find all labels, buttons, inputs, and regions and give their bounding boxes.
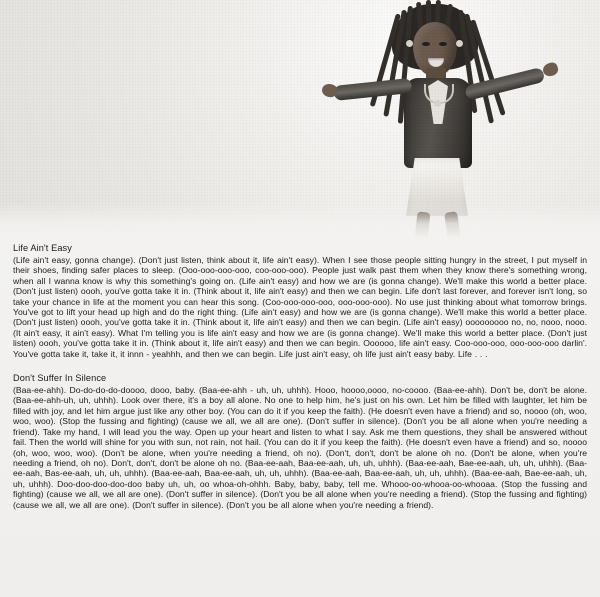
song-life-aint-easy xyxy=(13,242,587,359)
photo-fade xyxy=(0,202,600,238)
song-title: Don't Suffer In Silence xyxy=(13,373,107,384)
artist-photo xyxy=(0,0,600,238)
lyrics-section xyxy=(0,238,600,510)
song-lyrics: (Baa-ee-ahh). Do-do-do-do-doooo, dooo, baby. (Baa-ee-ahh - uh, uh, uhhh). Hooo, hoooo,oooo, no-coooo. (Baa-ee-ahh). Don't be, don't be alone. (Baa-ee-ahh-uh, uh, uhhh). Look over there, it's a boy all alone. No one to help him, he's just on his own. Let him be filled with laughter, let him be filled with joy, and let him argue just like any other boy. (You can do it if you keep the faith). (He doesn't even have a friend) and so, noooo (oh, woo, woo, woo). (Stop the fussing and fighting) (cause we all, we all are one). (Don't suffer in silence). (Don't you be all alone when you're needing a friend). Take my hand, I will lead you the way. Open up your heart and listen to what I say. Ask me them questions, they shall be answered without fail. Then the world will shine for you with sun, not rain, not hail. (You can do it if you keep the faith). (He doesn't even have a friend) and so, noooo (oh, woo, woo, woo). (Don't be alone, when you're needing a friend, oh no). (Don't, don't, don't be alone oh no. (Don't be alone, when you're needing a friend, oh no). Don't, don't, don't be alone oh no. (Baa-ee-aah, Baa-ee-aah, uh, uh, uhhh). (Baa-ee-aah, Bae-ee-aah, uh, uh, uhhh). (Baa-ee-aah, Bas-ee-aah, uh, uh, uhhh). (Baa-ee-aah, Baa-ee-aah, uh, uh, uhhh). (Baa-ee-aah, Baa-ee-aah, uh, uh, uhhh). (Baa-ee-aah, Bae-ee-aah, uh, uh, uhhh). Doo-doo-doo-doo-doo baby uh, uh, oo whoa-oh-ohhh. Baby, baby, baby, tell me. Whooo-oo-whooa-oo-whooaa. (Stop the fussing and fighting) (cause we all, we all are one). (Don't suffer in silence). (Don't you be all alone when you're needing a friend). (Stop the fussing and fighting) (cause we all, we all are one). (Don't suffer in silence). (Don't you be all alone when you're needing a friend). xyxy=(13,385,587,510)
song-dont-suffer-in-silence xyxy=(13,372,587,510)
song-lyrics: (Life ain't easy, gonna change). (Don't just listen, think about it, life ain't easy). When I see those people sitting hungry in the street, I put myself in their shoes, finding safer places to sleep. (Ooo-ooo-ooo-ooo, coo-ooo-ooo). People just walk past them when they know there's something wrong, when all I wanna know is why this something's going on. (Life ain't easy) and how we are (is gonna change). We'll make this world a better place. (Don't just listen) oooh, you've gotta take it in. (Think about it, life ain't easy) and then we can begin. Life don't last forever, and forever isn't long, so take your chance in life at the moment you can hear this song. (Coo-ooo-ooo-ooo, ooo-ooo-ooo). No use just thinking about what tomorrow brings. You've got to lift your head up high and do the right thing. (Life ain't easy) and how we are (is gonna change). We'll make this world a better place. (Don't just listen) oooh, you've gotta take it in. (Think about it, life ain't easy) and then we can begin. (Life ain't easy) ooooooooo no, no, nooo, nooo. (It ain't easy, it ain't easy). What I'm telling you is life ain't easy and how we are (is gonna change). We'll make this world a better place. (Don't just listen) oooh, you've gotta take it in. (Think about it, life ain't easy) and then we can begin. Oooooo, life ain't easy. Coo-ooo-ooo, ooo-ooo-ooo darlin'. You've gotta take it, take it, it innn - yeahhh, and then we can begin. Life just ain't easy, oh life just ain't easy baby. Life . . . xyxy=(13,255,587,359)
song-title: Life Ain't Easy xyxy=(13,243,72,253)
